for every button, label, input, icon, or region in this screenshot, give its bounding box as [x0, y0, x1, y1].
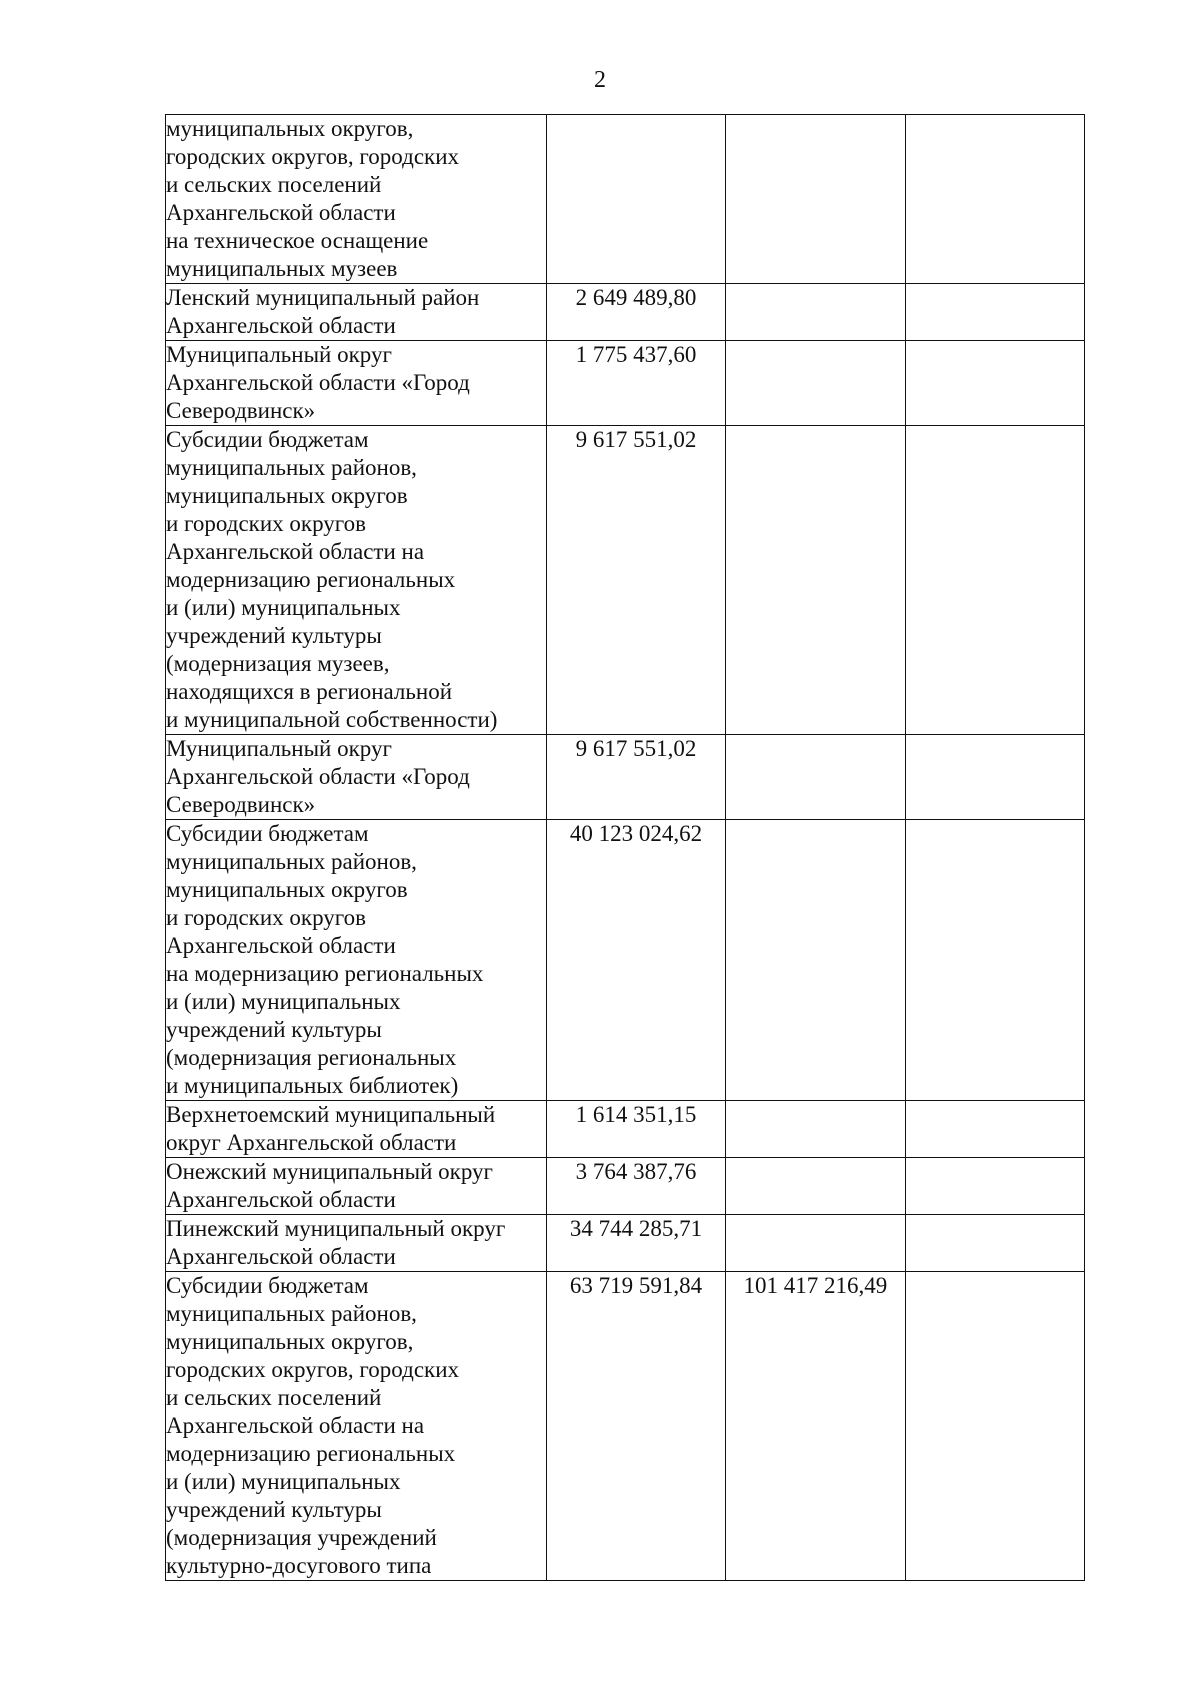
value-cell	[905, 341, 1084, 426]
table-row	[166, 341, 1085, 426]
value-cell	[726, 115, 905, 284]
value-cell	[726, 820, 905, 1101]
value-cell	[905, 1215, 1084, 1272]
value-cell: 3 764 387,76	[546, 1158, 725, 1215]
value-cell	[905, 1272, 1084, 1581]
value-cell	[726, 735, 905, 820]
value-cell: 9 617 551,02	[546, 426, 725, 735]
value-cell: 63 719 591,84	[546, 1272, 725, 1581]
table-row	[166, 735, 1085, 820]
row-name-cell: муниципальных округов, городских округов, городских и сельских поселений Архангельской области на техническое оснащение муниципальных музеев	[166, 115, 547, 284]
row-name-cell: Пинежский муниципальный округ Архангельской области	[166, 1215, 547, 1272]
value-cell	[905, 115, 1084, 284]
value-cell	[905, 820, 1084, 1101]
value-cell	[726, 284, 905, 341]
value-cell: 1 775 437,60	[546, 341, 725, 426]
row-name-cell: Муниципальный округ Архангельской области «Город Северодвинск»	[166, 735, 547, 820]
value-cell	[726, 1158, 905, 1215]
row-name-cell: Верхнетоемский муниципальный округ Архангельской области	[166, 1101, 547, 1158]
value-cell	[905, 426, 1084, 735]
value-cell	[726, 1215, 905, 1272]
value-cell	[726, 341, 905, 426]
row-name-cell: Онежский муниципальный округ Архангельской области	[166, 1158, 547, 1215]
allocation-table	[165, 114, 1085, 1581]
value-cell: 1 614 351,15	[546, 1101, 725, 1158]
value-cell	[546, 115, 725, 284]
table-row	[166, 115, 1085, 284]
row-name-cell: Субсидии бюджетам муниципальных районов, муниципальных округов и городских округов Архангельской области на модернизацию региональных и (или) муниципальных учреждений культуры (модернизация музеев, находящихся в региональной и муниципальной собственности)	[166, 426, 547, 735]
row-name-cell: Муниципальный округ Архангельской области «Город Северодвинск»	[166, 341, 547, 426]
value-cell	[905, 1101, 1084, 1158]
value-cell	[726, 1101, 905, 1158]
table-row	[166, 1272, 1085, 1581]
value-cell: 40 123 024,62	[546, 820, 725, 1101]
row-name-cell: Субсидии бюджетам муниципальных районов, муниципальных округов, городских округов, городских и сельских поселений Архангельской области на модернизацию региональных и (или) муниципальных учреждений культуры (модернизация учреждений культурно-досугового типа	[166, 1272, 547, 1581]
value-cell: 9 617 551,02	[546, 735, 725, 820]
value-cell	[905, 735, 1084, 820]
table-row	[166, 284, 1085, 341]
value-cell: 2 649 489,80	[546, 284, 725, 341]
row-name-cell: Субсидии бюджетам муниципальных районов, муниципальных округов и городских округов Архангельской области на модернизацию региональных и (или) муниципальных учреждений культуры (модернизация региональных и муниципальных библиотек)	[166, 820, 547, 1101]
table-row	[166, 1158, 1085, 1215]
value-cell	[905, 284, 1084, 341]
table-row	[166, 1101, 1085, 1158]
value-cell	[905, 1158, 1084, 1215]
page-number: 2	[594, 67, 606, 93]
value-cell: 101 417 216,49	[726, 1272, 905, 1581]
table-row	[166, 820, 1085, 1101]
value-cell	[726, 426, 905, 735]
table-row	[166, 426, 1085, 735]
value-cell: 34 744 285,71	[546, 1215, 725, 1272]
table-row	[166, 1215, 1085, 1272]
row-name-cell: Ленский муниципальный район Архангельской области	[166, 284, 547, 341]
